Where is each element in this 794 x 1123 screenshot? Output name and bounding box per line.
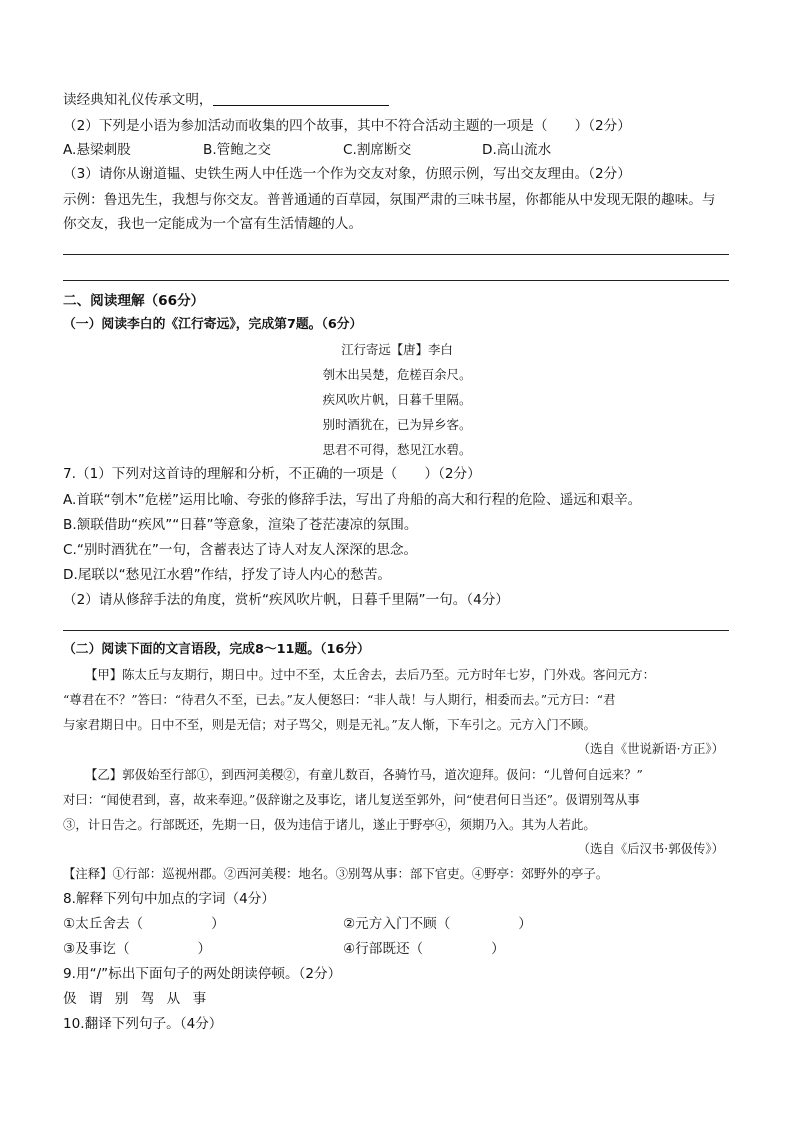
- yi-source: （选自《后汉书·郭伋传》）: [577, 841, 724, 856]
- question-9: 9.用“/”标出下面句子的两处朗读停顿。（2分）: [63, 966, 342, 982]
- answer-line[interactable]: [63, 280, 729, 281]
- part2-heading: （二）阅读下面的文言语段，完成8～11题。（16分）: [63, 642, 370, 657]
- q8-item-4: ④行部既还（ ）: [343, 941, 505, 957]
- q7-option-c: C.“别时酒犹在”一句，含蓄表达了诗人对友人深深的思念。: [63, 542, 418, 558]
- option-c: C.割席断交: [343, 142, 412, 158]
- q8-item-3: ③及事讫（ ）: [63, 941, 212, 957]
- answer-line[interactable]: [63, 630, 729, 631]
- q7-option-b: B.颔联借助“疾风”“日暮”等意象，渲染了苍茫凄凉的氛围。: [63, 517, 418, 533]
- jia-line-3: 与家君期日中。日中不至，则是无信；对子骂父，则是无礼。”友人惭，下车引之。元方入门不顾。: [63, 717, 596, 732]
- part1-heading: （一）阅读李白的《江行寄远》，完成第7题。（6分）: [63, 317, 363, 332]
- poem-title: 江行寄远【唐】李白: [341, 342, 453, 357]
- jia-source: （选自《世说新语·方正》）: [577, 741, 724, 756]
- question-3: （3）请你从谢道韫、史铁生两人中任选一个作为交友对象，仿照示例，写出交友理由。（2分）: [63, 166, 631, 182]
- q8-item-1: ①太丘舍去（ ）: [63, 916, 225, 932]
- question-2: （2）下列是小语为参加活动而收集的四个故事，其中不符合活动主题的一项是（ ）（2分）: [63, 118, 631, 134]
- fill-line-reading-classics: [63, 90, 389, 110]
- q7-option-a: A.首联“刳木”危槎”运用比喻、夸张的修辞手法，写出了舟船的高大和行程的危险、遥远和艰辛。: [63, 492, 642, 508]
- option-b: B.管鲍之交: [203, 142, 272, 158]
- yi-line-2: 对曰：“闻使君到，喜，故来奉迎。”伋辞谢之及事讫，诸儿复送至郭外，问“使君何日当还”。伋谓别驾从事: [63, 792, 640, 807]
- question-7-2: （2）请从修辞手法的角度，赏析“疾风吹片帆，日暮千里隔”一句。（4分）: [63, 592, 509, 608]
- jia-line-2: “尊君在不？”答曰：“待君久不至，已去。”友人便怒曰：“非人哉！与人期行，相委而去。”元方曰：“君: [63, 692, 616, 707]
- answer-blank[interactable]: [213, 91, 389, 106]
- option-d: D.高山流水: [482, 142, 552, 158]
- notes: 【注释】①行部：巡视州郡。②西河美稷：地名。③别驾从事：部下官吏。④野亭：郊野外的亭子。: [63, 866, 609, 881]
- section-heading: 二、阅读理解（66分）: [63, 293, 205, 309]
- option-a: A.悬梁刺股: [63, 142, 131, 158]
- example-line-2: 你交友，我也一定能成为一个富有生活情趣的人。: [63, 216, 363, 232]
- question-8: 8.解释下列句中加点的字词（4分）: [63, 891, 275, 907]
- example-line-1: 示例：鲁迅先生，我想与你交友。普普通通的百草园，氛围严肃的三味书屋，你都能从中发现无限的趣味。与: [63, 192, 716, 208]
- line-prefix: 读经典知礼仪传承文明，: [63, 92, 213, 108]
- poem-line: 思君不可得，愁见江水碧。: [322, 442, 472, 457]
- jia-line-1: 【甲】陈太丘与友期行，期日中。过中不至，太丘舍去，去后乃至。元方时年七岁，门外戏。客问元方：: [85, 667, 655, 682]
- poem-line: 疾风吹片帆，日暮千里隔。: [322, 392, 472, 407]
- answer-line[interactable]: [63, 254, 729, 255]
- yi-line-3: ③，计日告之。行部既还，先期一日，伋为违信于诸儿，遂止于野亭④，须期乃入。其为人若此。: [63, 817, 596, 832]
- q8-item-2: ②元方入门不顾（ ）: [343, 916, 532, 932]
- yi-line-1: 【乙】郭伋始至行部①，到西河美稷②，有童儿数百，各骑竹马，道次迎拜。伋问：“儿曾何自远来？”: [85, 767, 643, 782]
- poem-line: 别时酒犹在，已为异乡客。: [322, 417, 472, 432]
- poem-line: 刳木出吴楚，危槎百余尺。: [322, 367, 472, 382]
- question-7: 7.（1）下列对这首诗的理解和分析，不正确的一项是（ ）（2分）: [63, 466, 481, 482]
- q7-option-d: D.尾联以“愁见江水碧”作结，抒发了诗人内心的愁苦。: [63, 567, 391, 583]
- question-10: 10.翻译下列句子。（4分）: [63, 1016, 223, 1032]
- q9-sentence: 伋 谓 别 驾 从 事: [63, 991, 211, 1007]
